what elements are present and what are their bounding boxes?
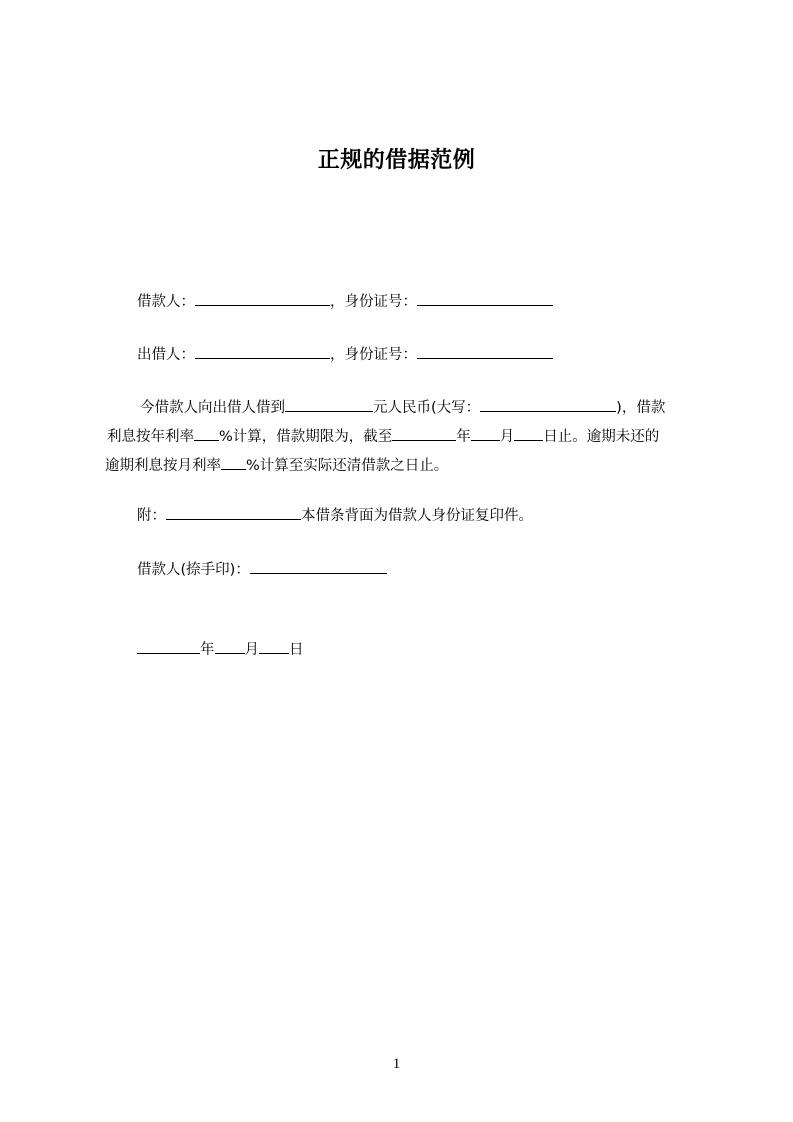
date-line	[137, 639, 304, 660]
signature-blank[interactable]	[250, 559, 387, 574]
lender-label: 出借人：	[137, 347, 195, 363]
annual-rate-blank[interactable]	[194, 426, 219, 441]
terms-text-4: 利息按年利率	[107, 429, 194, 445]
terms-text-9: 逾期利息按月利率	[105, 458, 221, 474]
borrower-separator: ，	[330, 294, 345, 310]
borrower-id-blank[interactable]	[417, 291, 553, 306]
document-title: 正规的借据范例	[317, 148, 476, 173]
terms-text-10: %计算至实际还清借款之日止。	[246, 458, 449, 474]
borrower-line	[137, 291, 553, 312]
terms-row-3	[105, 452, 705, 481]
lender-separator: ，	[330, 347, 345, 363]
attachment-label: 附：	[137, 508, 166, 524]
signature-label: 借款人(捺手印)：	[137, 562, 250, 578]
lender-line	[137, 344, 553, 365]
attachment-blank[interactable]	[166, 505, 301, 520]
due-year-blank[interactable]	[392, 426, 456, 441]
terms-row-1	[105, 394, 705, 423]
terms-row-2	[105, 423, 705, 452]
date-month-blank[interactable]	[215, 639, 245, 654]
terms-text-5: %计算，借款期限为，截至	[219, 429, 393, 445]
lender-name-blank[interactable]	[195, 344, 330, 359]
loan-terms-paragraph	[105, 394, 705, 481]
amount-capital-blank[interactable]	[480, 397, 616, 412]
terms-text-7: 月	[499, 429, 515, 445]
terms-text-3: )，借款	[616, 400, 666, 416]
terms-text-2: 元人民币(大写：	[373, 400, 481, 416]
amount-blank[interactable]	[285, 397, 373, 412]
due-month-blank[interactable]	[471, 426, 500, 441]
monthly-rate-blank[interactable]	[221, 455, 246, 470]
attachment-line	[137, 505, 533, 526]
date-month-label: 月	[244, 642, 259, 658]
page-number: 1	[392, 1056, 401, 1072]
due-day-blank[interactable]	[514, 426, 543, 441]
date-day-label: 日	[289, 642, 304, 658]
borrower-name-blank[interactable]	[195, 291, 330, 306]
date-year-label: 年	[200, 642, 215, 658]
signature-line	[137, 559, 387, 580]
lender-id-blank[interactable]	[417, 344, 553, 359]
date-year-blank[interactable]	[137, 639, 200, 654]
lender-id-label: 身份证号：	[344, 347, 417, 363]
attachment-text: 本借条背面为借款人身份证复印件。	[301, 508, 533, 524]
date-day-blank[interactable]	[259, 639, 289, 654]
terms-text-8: 日止。逾期未还的	[543, 429, 660, 445]
terms-text-1: 今借款人向出借人借到	[140, 400, 285, 416]
borrower-label: 借款人：	[137, 294, 195, 310]
terms-text-6: 年	[456, 429, 471, 445]
borrower-id-label: 身份证号：	[344, 294, 417, 310]
